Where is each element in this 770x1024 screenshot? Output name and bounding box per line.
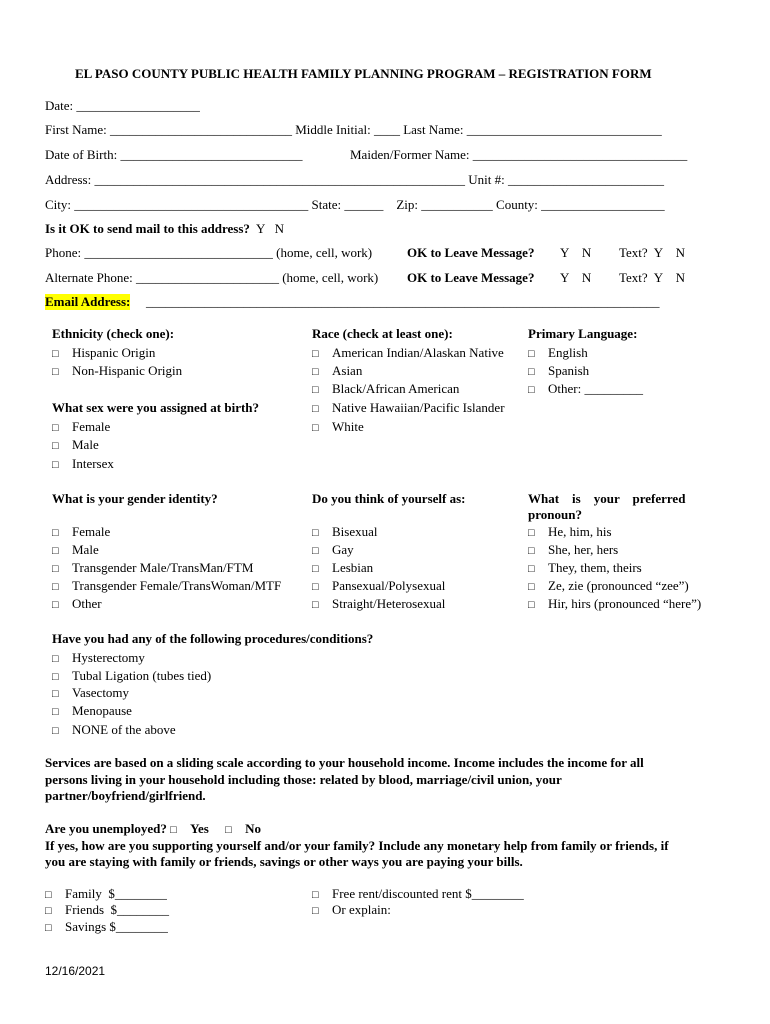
pronoun-option[interactable]: □ They, them, theirs bbox=[528, 560, 642, 575]
orientation-option[interactable]: □ Lesbian bbox=[312, 560, 374, 575]
maiden-name-field[interactable]: Maiden/Former Name: _________________________________ bbox=[350, 147, 688, 162]
checkbox-icon[interactable]: □ bbox=[52, 440, 59, 452]
checkbox-icon[interactable]: □ bbox=[45, 889, 52, 901]
checkbox-icon[interactable]: □ bbox=[312, 545, 319, 557]
procedure-option[interactable]: □ Tubal Ligation (tubes tied) bbox=[52, 668, 212, 683]
dob-field[interactable]: Date of Birth: ____________________________ bbox=[45, 147, 303, 162]
checkbox-icon[interactable]: □ bbox=[52, 688, 59, 700]
procedure-option[interactable]: □ Vasectomy bbox=[52, 685, 130, 700]
checkbox-icon[interactable]: □ bbox=[45, 905, 52, 917]
checkbox-icon[interactable]: □ bbox=[52, 599, 59, 611]
gender-option[interactable]: □ Transgender Male/TransMan/FTM bbox=[52, 560, 254, 575]
orientation-option[interactable]: □ Gay bbox=[312, 542, 354, 557]
checkbox-icon[interactable]: □ bbox=[312, 889, 319, 901]
checkbox-icon[interactable]: □ bbox=[52, 459, 59, 471]
procedure-option[interactable]: □ Menopause bbox=[52, 703, 132, 718]
phone-ok-leave-label: OK to Leave Message? bbox=[407, 245, 535, 260]
email-label: Email Address: bbox=[45, 294, 131, 309]
pronoun-option[interactable]: □ Ze, zie (pronounced “zee”) bbox=[528, 578, 689, 593]
checkbox-icon[interactable]: □ bbox=[52, 581, 59, 593]
procedure-option[interactable]: □ NONE of the above bbox=[52, 722, 176, 737]
unemployed-row bbox=[45, 821, 261, 838]
ethnicity-option[interactable]: □ Non-Hispanic Origin bbox=[52, 363, 183, 378]
sex-option[interactable]: □ Female bbox=[52, 419, 111, 434]
gender-heading: What is your gender identity? bbox=[52, 491, 218, 506]
address-field[interactable]: Address: _________________________________________________________ Unit #: ________________________ bbox=[45, 172, 664, 187]
race-option[interactable]: □ American Indian/Alaskan Native bbox=[312, 345, 504, 360]
alt-phone-field[interactable]: Alternate Phone: ______________________ (home, cell, work) bbox=[45, 270, 379, 285]
support-option[interactable]: □ Family $________ bbox=[45, 886, 167, 901]
gender-option[interactable]: □ Female bbox=[52, 524, 111, 539]
checkbox-icon[interactable]: □ bbox=[528, 527, 535, 539]
services-text: partner/boyfriend/girlfriend. bbox=[45, 788, 206, 803]
unemployed-question: Are you unemployed? bbox=[45, 821, 167, 836]
orientation-option[interactable]: □ Pansexual/Polysexual bbox=[312, 578, 446, 593]
phone-field[interactable]: Phone: _____________________________ (home, cell, work) bbox=[45, 245, 373, 260]
checkbox-icon[interactable]: □ bbox=[528, 348, 535, 360]
phone-ok-leave-yn[interactable]: Y N bbox=[560, 245, 592, 260]
checkbox-icon[interactable]: □ bbox=[528, 581, 535, 593]
checkbox-icon[interactable]: □ bbox=[52, 706, 59, 718]
checkbox-icon[interactable]: □ bbox=[312, 581, 319, 593]
unemployed-yes: Yes bbox=[190, 821, 209, 836]
language-option[interactable]: □ Other: _________ bbox=[528, 381, 643, 396]
mail-ok-yn[interactable]: Y N bbox=[255, 221, 284, 236]
mail-ok-row bbox=[45, 221, 284, 237]
language-option[interactable]: □ English bbox=[528, 345, 588, 360]
services-text: Services are based on a sliding scale according to your household income. Income includes the income for all bbox=[45, 755, 644, 770]
services-text: persons living in your household including those: related by blood, marriage/civil union, your bbox=[45, 772, 562, 787]
race-option[interactable]: □ Native Hawaiian/Pacific Islander bbox=[312, 400, 505, 415]
mail-ok-question: Is it OK to send mail to this address? bbox=[45, 221, 250, 236]
gender-option[interactable]: □ Male bbox=[52, 542, 99, 557]
checkbox-icon[interactable]: □ bbox=[52, 422, 59, 434]
checkbox-icon[interactable]: □ bbox=[528, 599, 535, 611]
checkbox-icon[interactable]: □ bbox=[312, 384, 319, 396]
checkbox-icon[interactable]: □ bbox=[52, 348, 59, 360]
pronoun-heading: What is your preferred bbox=[528, 491, 686, 506]
orientation-option[interactable]: □ Bisexual bbox=[312, 524, 378, 539]
gender-option[interactable]: □ Transgender Female/TransWoman/MTF bbox=[52, 578, 282, 593]
pronoun-option[interactable]: □ Hir, hirs (pronounced “here”) bbox=[528, 596, 702, 611]
checkbox-icon[interactable]: □ bbox=[312, 403, 319, 415]
support-option[interactable]: □ Savings $________ bbox=[45, 919, 168, 934]
checkbox-icon[interactable]: □ bbox=[225, 824, 232, 836]
checkbox-icon[interactable]: □ bbox=[52, 563, 59, 575]
date-field[interactable]: Date: ___________________ bbox=[45, 98, 200, 113]
race-heading: Race (check at least one): bbox=[312, 326, 453, 341]
support-question: If yes, how are you supporting yourself and/or your family? Include any monetary help from family or friends, if bbox=[45, 838, 669, 853]
language-option[interactable]: □ Spanish bbox=[528, 363, 590, 378]
name-fields[interactable]: First Name: ____________________________ Middle Initial: ____ Last Name: ______________________________ bbox=[45, 122, 662, 137]
checkbox-icon[interactable]: □ bbox=[528, 384, 535, 396]
checkbox-icon[interactable]: □ bbox=[312, 348, 319, 360]
checkbox-icon[interactable]: □ bbox=[52, 527, 59, 539]
checkbox-icon[interactable]: □ bbox=[528, 563, 535, 575]
procedure-option[interactable]: □ Hysterectomy bbox=[52, 650, 145, 665]
language-heading: Primary Language: bbox=[528, 326, 638, 341]
sex-option[interactable]: □ Male bbox=[52, 437, 99, 452]
pronoun-option[interactable]: □ She, her, hers bbox=[528, 542, 619, 557]
checkbox-icon[interactable]: □ bbox=[312, 422, 319, 434]
support-option[interactable]: □ Free rent/discounted rent $________ bbox=[312, 886, 524, 901]
checkbox-icon[interactable]: □ bbox=[52, 366, 59, 378]
checkbox-icon[interactable]: □ bbox=[312, 599, 319, 611]
checkbox-icon[interactable]: □ bbox=[312, 366, 319, 378]
checkbox-icon[interactable]: □ bbox=[528, 545, 535, 557]
checkbox-icon[interactable]: □ bbox=[52, 545, 59, 557]
procedures-heading: Have you had any of the following procedures/conditions? bbox=[52, 631, 374, 646]
support-option[interactable]: □ Friends $________ bbox=[45, 902, 169, 917]
city-state-zip-fields[interactable]: City: ____________________________________ State: ______ Zip: ___________ County: ___________________ bbox=[45, 197, 665, 212]
support-option[interactable]: □ Or explain: bbox=[312, 902, 391, 917]
ethnicity-heading: Ethnicity (check one): bbox=[52, 326, 175, 341]
alt-phone-text-yn[interactable]: Text? Y N bbox=[619, 270, 685, 285]
checkbox-icon[interactable]: □ bbox=[528, 366, 535, 378]
footer-date: 12/16/2021 bbox=[45, 964, 106, 978]
alt-phone-ok-leave-yn[interactable]: Y N bbox=[560, 270, 592, 285]
unemployed-no: No bbox=[245, 821, 261, 836]
ethnicity-option[interactable]: □ Hispanic Origin bbox=[52, 345, 156, 360]
alt-phone-ok-leave-label: OK to Leave Message? bbox=[407, 270, 535, 285]
checkbox-icon[interactable]: □ bbox=[52, 671, 59, 683]
checkbox-icon[interactable]: □ bbox=[312, 527, 319, 539]
race-option[interactable]: □ Black/African American bbox=[312, 381, 460, 396]
support-question-cont: you are staying with family or friends, savings or other ways you are paying your bills. bbox=[45, 854, 523, 869]
pronoun-option[interactable]: □ He, him, his bbox=[528, 524, 612, 539]
race-option[interactable]: □ White bbox=[312, 419, 364, 434]
sex-heading: What sex were you assigned at birth? bbox=[52, 400, 260, 415]
gender-option[interactable]: □ Other bbox=[52, 596, 102, 611]
checkbox-icon[interactable]: □ bbox=[312, 563, 319, 575]
sex-option[interactable]: □ Intersex bbox=[52, 456, 114, 471]
orientation-heading: Do you think of yourself as: bbox=[312, 491, 466, 506]
email-field[interactable]: _______________________________________________________________________________ bbox=[146, 294, 660, 309]
race-option[interactable]: □ Asian bbox=[312, 363, 363, 378]
form-title: EL PASO COUNTY PUBLIC HEALTH FAMILY PLANNING PROGRAM – REGISTRATION FORM bbox=[75, 66, 652, 81]
checkbox-icon[interactable]: □ bbox=[170, 824, 177, 836]
phone-text-yn[interactable]: Text? Y N bbox=[619, 245, 685, 260]
checkbox-icon[interactable]: □ bbox=[52, 653, 59, 665]
checkbox-icon[interactable]: □ bbox=[52, 725, 59, 737]
orientation-option[interactable]: □ Straight/Heterosexual bbox=[312, 596, 446, 611]
pronoun-heading-cont: pronoun? bbox=[528, 507, 582, 522]
checkbox-icon[interactable]: □ bbox=[312, 905, 319, 917]
checkbox-icon[interactable]: □ bbox=[45, 922, 52, 934]
